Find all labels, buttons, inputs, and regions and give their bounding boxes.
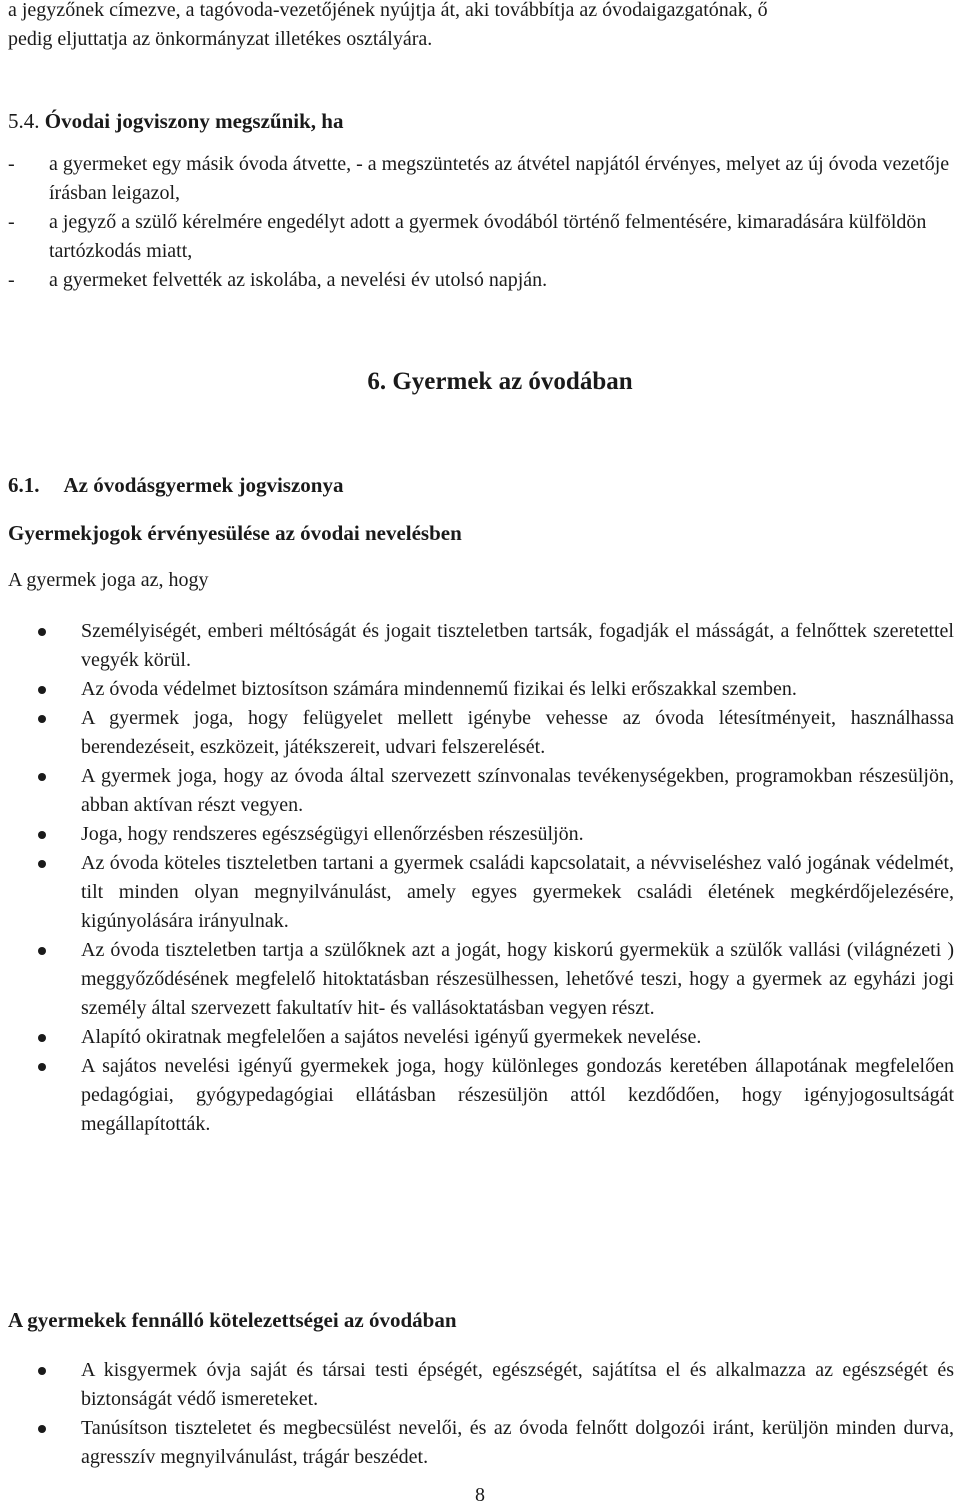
section-6-1-heading [8,471,954,500]
bullet-icon [38,947,46,955]
dash-marker: - [8,269,15,291]
list-item: Alapító okiratnak megfelelően a sajátos nevelési igényű gyermekek nevelése. [8,1023,954,1052]
list-item: Az óvoda köteles tiszteletben tartani a gyermek családi kapcsolatait, a névviseléshez való jogának védelmét, tilt minden olyan megnyilvánulást, amely egyes gyermekek családi életének megkérdőjelezésére, kigúnyolására irányulnak. [8,849,954,936]
intro-line-1: a jegyzőnek címezve, a tagóvoda-vezetőjének nyújtja át, aki továbbítja az óvodaigazgatónak, ő [8,0,768,21]
rights-heading: Gyermekjogok érvényesülése az óvodai nevelésben [8,521,462,545]
bullet-icon [38,773,46,781]
dash-marker: - [8,211,15,233]
list-item: A kisgyermek óvja saját és társai testi épségét, egészségét, sajátítsa el és alkalmazza az egészségét és biztonságát védő ismereteket. [8,1356,954,1414]
section-6-1-number: 6.1. [8,473,40,497]
dash-marker: - [8,153,15,175]
bullet-icon [38,715,46,723]
duties-list [8,1356,954,1472]
termination-item: - a gyermeket egy másik óvoda átvette, - a megszüntetés az átvétel napjától érvényes, melyet az új óvoda vezetője írásban leigazol, [8,150,954,208]
list-item: Az óvoda tiszteletben tartja a szülőknek azt a jogát, hogy kiskorú gyermekük a szülők vallási (világnézeti ) meggyőződésének megfelelő hitoktatásban részesülhessen, lehetővé teszi, hogy a gyermek az egyházi jogi személy által szervezett fakultatív hit- és vallásoktatásban vegyen részt. [8,936,954,1023]
bullet-icon [38,1367,46,1375]
termination-list [8,150,954,295]
intro-line-2: pedig eljuttatja az önkormányzat illetékes osztályára. [8,28,433,50]
bullet-icon [38,831,46,839]
page-number: 8 [475,1484,485,1506]
duties-heading: A gyermekek fennálló kötelezettségei az óvodában [8,1308,457,1332]
list-item: A gyermek joga, hogy az óvoda által szervezett színvonalas tevékenységekben, programokban részesüljön, abban aktívan részt vegyen. [8,762,954,820]
termination-item: - a gyermeket felvették az iskolába, a nevelési év utolsó napján. [8,266,954,295]
bullet-icon [38,628,46,636]
rights-intro: A gyermek joga az, hogy [8,569,209,591]
section-5-4-heading [8,107,954,136]
bullet-icon [38,1063,46,1071]
bullet-icon [38,1425,46,1433]
list-item: A gyermek joga, hogy felügyelet mellett igénybe vehesse az óvoda létesítményeit, használhassa berendezéseit, eszközeit, játékszereit, udvari felszerelését. [8,704,954,762]
list-item: A sajátos nevelési igényű gyermekek joga, hogy különleges gondozás keretében állapotának megfelelően pedagógiai, gyógypedagógiai ellátásban részesüljön attól kezdődően, hogy igényjogosultságát megállapították. [8,1052,954,1139]
list-item: Az óvoda védelmet biztosítson számára mindennemű fizikai és lelki erőszakkal szemben. [8,675,954,704]
bullet-icon [38,860,46,868]
intro-paragraph [8,0,954,54]
bullet-icon [38,686,46,694]
list-item: Tanúsítson tiszteletet és megbecsülést nevelői, és az óvoda felnőtt dolgozói iránt, kerüljön minden durva, agresszív megnyilvánulást, trágár beszédet. [8,1414,954,1472]
chapter-6-heading: 6. Gyermek az óvodában [367,368,633,395]
termination-item: - a jegyző a szülő kérelmére engedélyt adott a gyermek óvodából történő felmentésére, kimaradására külföldön tartózkodás miatt, [8,208,954,266]
list-item: Személyiségét, emberi méltóságát és jogait tiszteletben tartsák, fogadják el másságát, a felnőttek szeretettel vegyék körül. [8,617,954,675]
list-item: Joga, hogy rendszeres egészségügyi ellenőrzésben részesüljön. [8,820,954,849]
section-5-4-number: 5.4. [8,109,40,133]
section-5-4-title: Óvodai jogviszony megszűnik, ha [44,109,344,133]
section-6-1-title: Az óvodásgyermek jogviszonya [63,473,344,497]
bullet-icon [38,1034,46,1042]
rights-list [8,617,954,1139]
